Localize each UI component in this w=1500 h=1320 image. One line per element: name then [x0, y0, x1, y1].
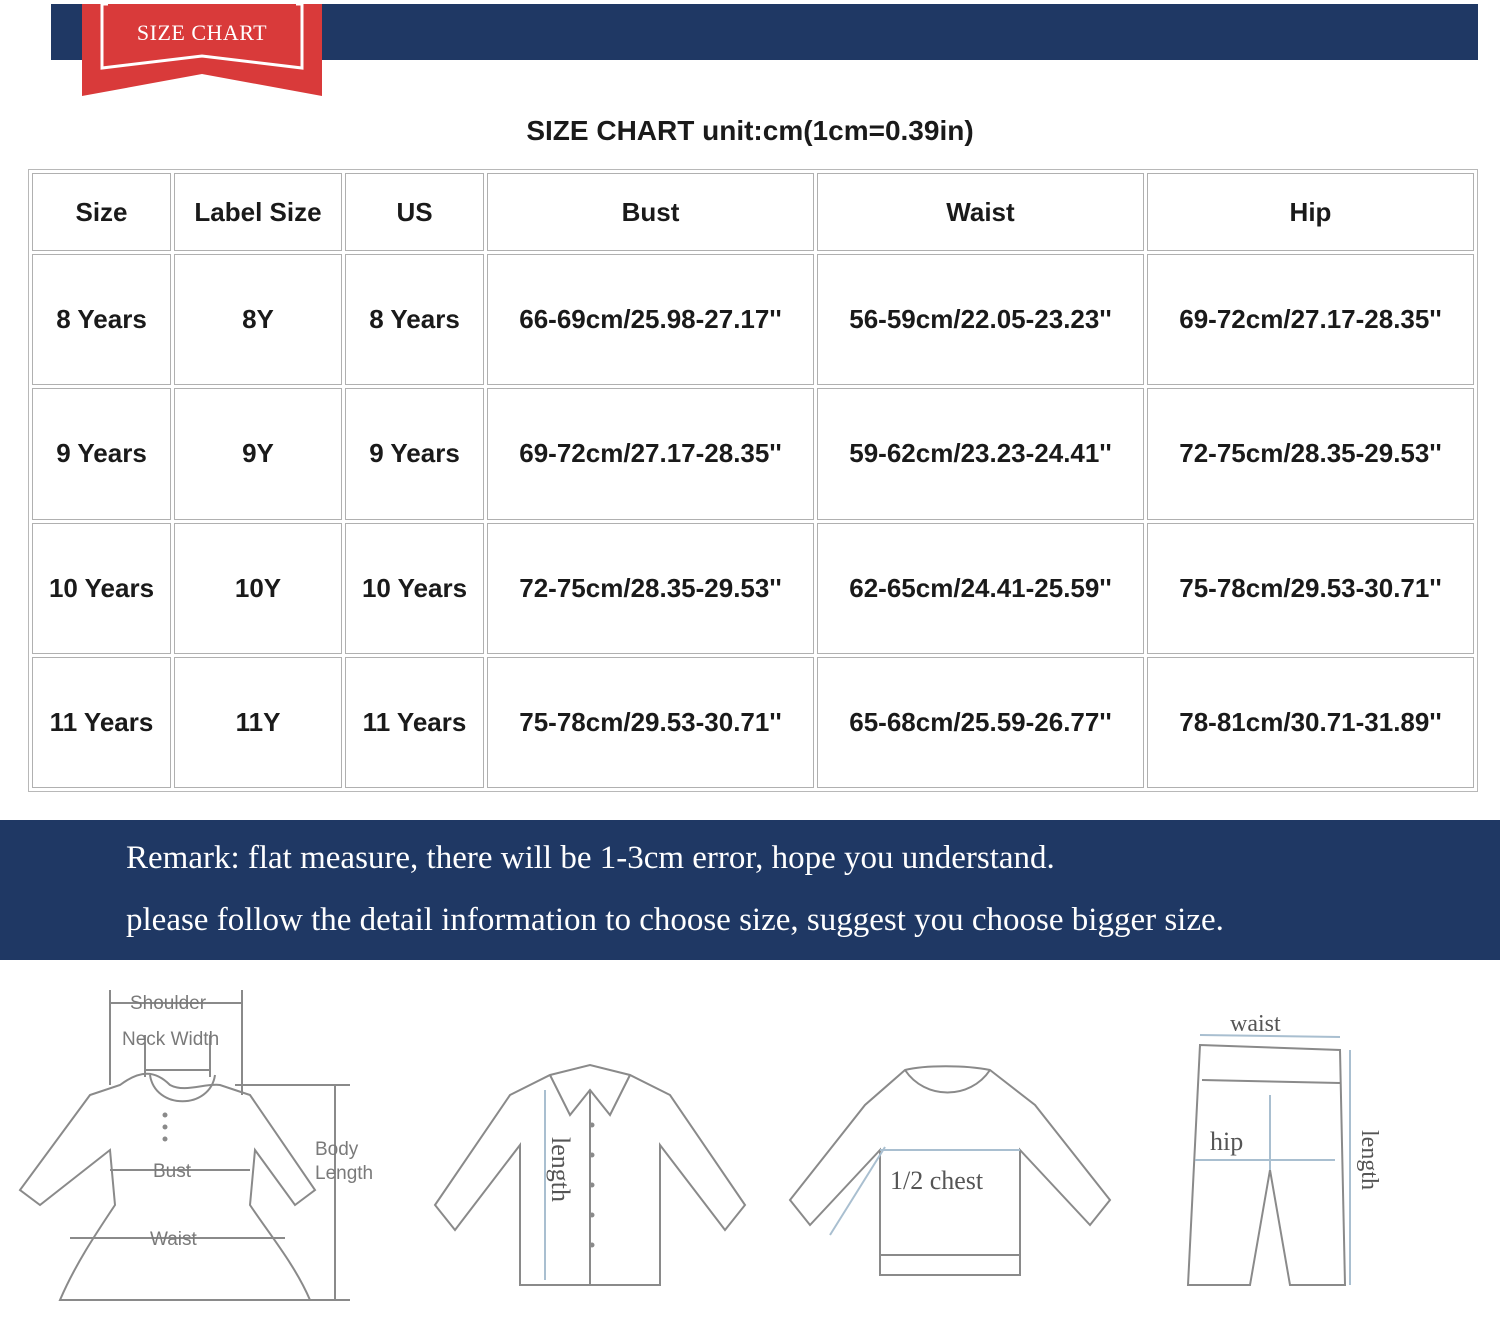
remark-line-1: Remark: flat measure, there will be 1-3cm error, hope you understand.: [126, 840, 1055, 876]
cell-hip: 75-78cm/29.53-30.71'': [1147, 523, 1474, 654]
cell-size: 8 Years: [32, 254, 171, 385]
dress-waist-label: Waist: [150, 1229, 197, 1250]
cell-label-size: 10Y: [174, 523, 342, 654]
cell-bust: 69-72cm/27.17-28.35'': [487, 388, 814, 519]
col-header-size: Size: [32, 173, 171, 251]
col-header-hip: Hip: [1147, 173, 1474, 251]
measurement-diagrams: [0, 975, 1500, 1315]
cell-us: 8 Years: [345, 254, 484, 385]
cell-label-size: 11Y: [174, 657, 342, 788]
dress-diagram: [10, 975, 400, 1320]
cell-label-size: 8Y: [174, 254, 342, 385]
table-row: [32, 388, 1474, 519]
dress-neck-width-label: Neck Width: [122, 1029, 220, 1050]
table-row: [32, 254, 1474, 385]
table-title: SIZE CHART unit:cm(1cm=0.39in): [526, 115, 974, 146]
cell-hip: 69-72cm/27.17-28.35'': [1147, 254, 1474, 385]
size-table: [28, 169, 1478, 792]
pants-hip-label: hip: [1210, 1127, 1244, 1156]
cell-waist: 65-68cm/25.59-26.77'': [817, 657, 1144, 788]
shirt-length-label: length: [546, 1137, 575, 1202]
banner-label: SIZE CHART: [136, 20, 268, 45]
pants-length-label: length: [1356, 1130, 1382, 1190]
pants-diagram: [1180, 975, 1400, 1320]
cell-hip: 78-81cm/30.71-31.89'': [1147, 657, 1474, 788]
dress-bust-label: Bust: [153, 1161, 192, 1182]
dress-shoulder-label: Shoulder: [130, 993, 207, 1014]
size-chart-banner: [82, 4, 322, 98]
col-header-bust: Bust: [487, 173, 814, 251]
cell-size: 10 Years: [32, 523, 171, 654]
cell-bust: 66-69cm/25.98-27.17'': [487, 254, 814, 385]
col-header-label-size: Label Size: [174, 173, 342, 251]
cell-waist: 62-65cm/24.41-25.59'': [817, 523, 1144, 654]
cell-us: 10 Years: [345, 523, 484, 654]
table-header-row: [32, 173, 1474, 251]
col-header-waist: Waist: [817, 173, 1144, 251]
cell-bust: 75-78cm/29.53-30.71'': [487, 657, 814, 788]
cell-us: 9 Years: [345, 388, 484, 519]
cell-hip: 72-75cm/28.35-29.53'': [1147, 388, 1474, 519]
cell-us: 11 Years: [345, 657, 484, 788]
table-row: [32, 657, 1474, 788]
dress-body-label: Body: [315, 1139, 359, 1160]
shirt-diagram: [430, 975, 750, 1320]
table-row: [32, 523, 1474, 654]
remark-line-2: please follow the detail information to choose size, suggest you choose bigger size.: [126, 902, 1224, 938]
cell-waist: 59-62cm/23.23-24.41'': [817, 388, 1144, 519]
cell-label-size: 9Y: [174, 388, 342, 519]
cell-waist: 56-59cm/22.05-23.23'': [817, 254, 1144, 385]
dress-length-label: Length: [315, 1163, 374, 1184]
cell-size: 11 Years: [32, 657, 171, 788]
sweater-diagram: [785, 975, 1115, 1320]
cell-bust: 72-75cm/28.35-29.53'': [487, 523, 814, 654]
sweater-chest-label: 1/2 chest: [890, 1166, 984, 1195]
cell-size: 9 Years: [32, 388, 171, 519]
col-header-us: US: [345, 173, 484, 251]
pants-waist-label: waist: [1230, 1011, 1281, 1037]
